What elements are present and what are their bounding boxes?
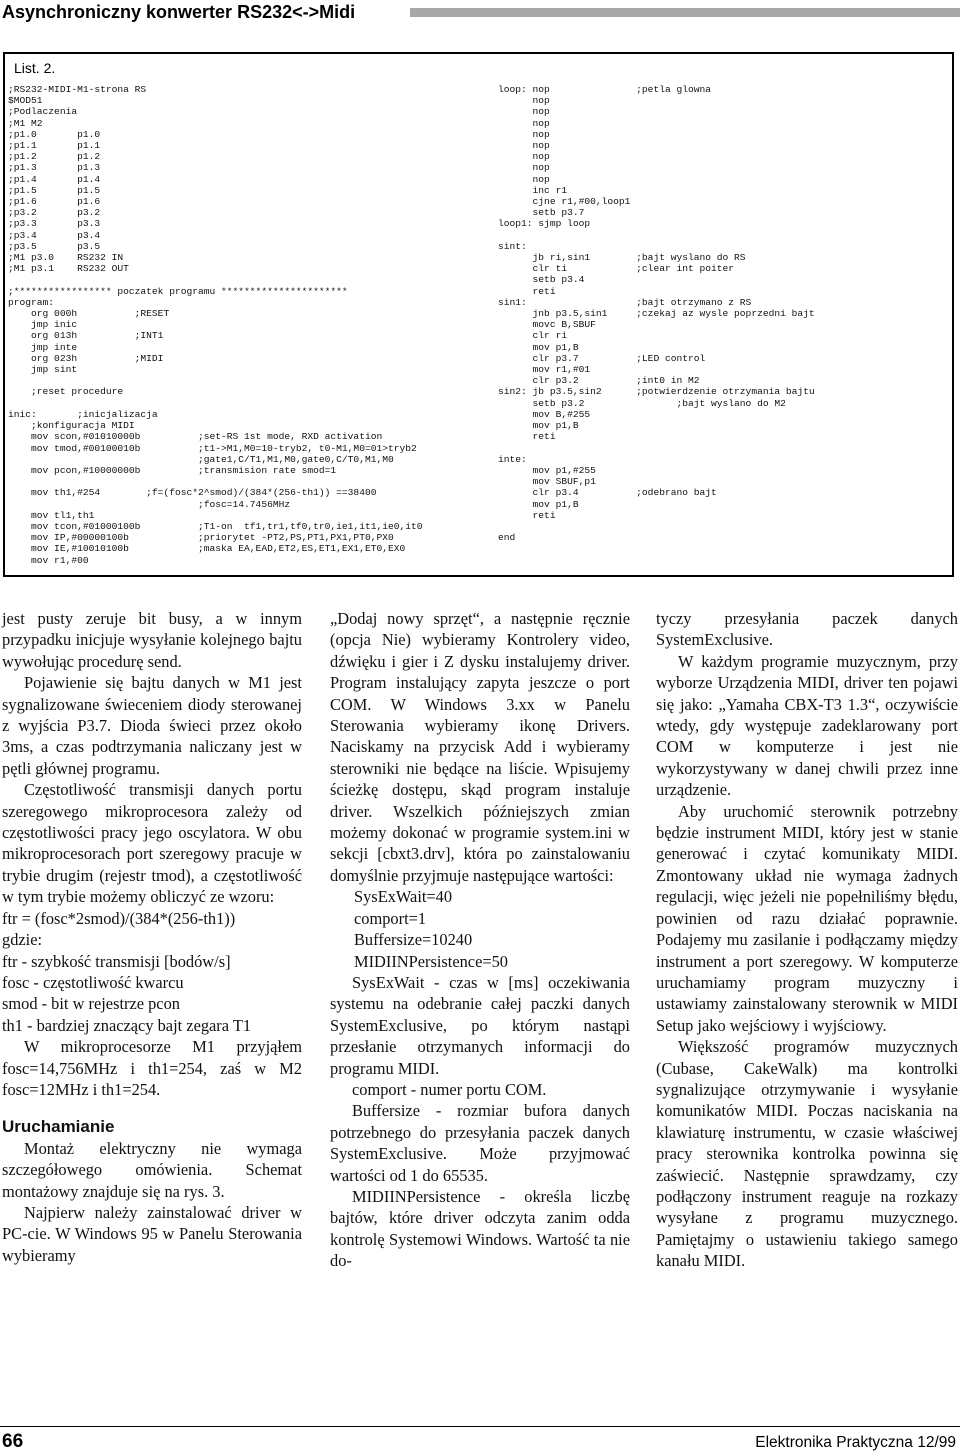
page-header (0, 0, 960, 26)
paragraph: Najpierw należy zainstalować driver w PC-cie. W Windows 95 w Panelu Sterowania wybieramy (2, 1202, 302, 1265)
paragraph: Buffersize - rozmiar bufora danych potrzebnego do przesyłania paczek danych SystemExclusive. Może przyjmować wartości od 1 do 65535. (330, 1101, 630, 1185)
paragraph: Częstotliwość transmisji danych portu szeregowego mikroprocesora zależy od częstotliwości pracy jego oscylatora. W obu mikroprocesorach port szeregowy pracuje w trybie drugim (rejestr tmod), a częstotliwość w tym trybie możemy obliczyć ze wzoru: (2, 780, 302, 907)
paragraph: „Dodaj nowy sprzęt“, a następnie ręcznie (opcja Nie) wybieramy Kontrolery video, dźwięku i gier i Z dysku instalujemy driver. Program instalujący zapyta jeszcze o port COM. W Windows 3.xx w Panelu Sterowania wybieramy ikonę Drivers. Naciskamy na przycisk Add i wybieramy sterowniki nie będące na liście. Wpisujemy ścieżkę dostępu, skąd program instaluje driver. Wszelkich późniejszych zmian możemy dokonać w programie system.ini w sekcji [cbxt3.drv], która po zainstalowaniu domyślnie przyjmuje następujące wartości: (330, 609, 630, 885)
header-title: Asynchroniczny konwerter RS232<->Midi (2, 2, 356, 22)
footer-divider (0, 1426, 960, 1427)
paragraph: SysExWait - czas w [ms] oczekiwania systemu na odebranie całej paczki danych SystemExclusive, po którym nastąpi przesłanie otrzymanych informacji do programu MIDI. (330, 972, 630, 1078)
formula: ftr = (fosc*2smod)/(384*(256-th1)) (2, 908, 236, 928)
formula-definition: ftr - szybkość transmisji [bodów/s] (2, 951, 231, 971)
text-column-1 (2, 608, 302, 1266)
formula-definition: th1 - bardziej znaczący bajt zegara T1 (2, 1015, 252, 1035)
paragraph: Aby uruchomić sterownik potrzebny będzie instrument MIDI, który jest w stanie generować i czytać komunikaty MIDI. Zmontowany układ nie wymaga żadnych regulacji, więc jeżeli nie popełniliśmy błędu, powinien od razu działać poprawnie. Podajemy mu zasilanie i podłączamy między instrument a port szeregowy. W komputerze uruchamiamy program muzyczny i ustawiamy zainstalowany sterownik w MIDI Setup jako wejściowy i wyjściowy. (656, 801, 958, 1035)
section-heading: Uruchamianie (2, 1117, 115, 1137)
text-column-3 (656, 608, 958, 1272)
paragraph: jest pusty zeruje bit busy, a w innym przypadku inicjuje wysyłanie kolejnego bajtu wywołując procedurę send. (2, 609, 302, 671)
paragraph: W każdym programie muzycznym, przy wyborze Urządzenia MIDI, driver ten pojawi się jako: „Yamaha CBX-T3 1.3“, oczywiście wtedy, gdy występuje zadeklarowany port COM w komputerze i jest nie wykorzystywany w danej chwili przez inne urządzenie. (656, 651, 958, 800)
config-value: Buffersize=10240 (354, 930, 473, 950)
listing-title: List. 2. (14, 60, 56, 76)
formula-where: gdzie: (2, 930, 43, 950)
paragraph: W mikroprocesorze M1 przyjąłem fosc=14,756MHz i th1=254, zaś w M2 fosc=12MHz i th1=254. (2, 1037, 302, 1099)
formula-definition: fosc - częstotliwość kwarcu (2, 972, 184, 992)
text-column-2 (330, 608, 630, 1272)
magazine-issue: Elektronika Praktyczna 12/99 (755, 1434, 956, 1451)
paragraph: tyczy przesyłania paczek danych SystemExclusive. (656, 609, 958, 650)
code-listing-box (3, 52, 954, 577)
code-listing-right: loop: nop ;petla glowna nop nop nop nop nop nop nop nop inc r1 cjne r1,#00,loop1 setb p3.7 loop1: sjmp loop sint: jb ri,sin1 ;bajt wyslano do RS clr ti ;clear int poiter setb p3.4 reti sin1: ;bajt otrzymano z RS jnb p3.5,sin1 ;czekaj az wysle poprzedni bajt movc B,SBUF clr ri mov p1,B clr p3.7 ;LED control mov r1,#01 clr p3.2 ;int0 in M2 sin2: jb p3.5,sin2 ;potwierdzenie otrzymania bajtu setb p3.2 ;bajt wyslano do M2 mov B,#255 mov p1,B reti inte: mov p1,#255 mov SBUF,p1 clr p3.4 ;odebrano bajt mov p1,B reti end (498, 84, 815, 544)
paragraph: Pojawienie się bajtu danych w M1 jest sygnalizowane świeceniem diody sterowanej z wyjścia P3.7. Dioda świeci przez około 3ms, a czas podtrzymania naliczany jest w pętli głównej programu. (2, 673, 302, 778)
config-value: SysExWait=40 (354, 887, 453, 907)
paragraph: Montaż elektryczny nie wymaga szczegółowego omówienia. Schemat montażowy znajduje się na rys. 3. (2, 1138, 302, 1201)
page-number: 66 (2, 1431, 24, 1452)
formula-definition: smod - bit w rejestrze pcon (2, 994, 180, 1014)
paragraph: Większość programów muzycznych (Cubase, CakeWalk) ma kontrolki sygnalizujące otrzymywanie i wysyłanie komunikatów MIDI. Poczas naciskania na klawiaturę instrumentu, w czasie właściwej pracy sterownika kontrolka powinna się zaświecić. Następnie sprawdzamy, czy podłączony instrument reaguje na rozkazy wysyłane z programu muzycznego. Pamiętajmy o ustawieniu takiego samego kanału MIDI. (656, 1037, 958, 1271)
paragraph: MIDIINPersistence - określa liczbę bajtów, które driver odczyta zanim odda kontrolę Systemowi Windows. Wartość ta nie do- (330, 1186, 630, 1271)
header-bar (410, 8, 960, 17)
config-value: MIDIINPersistence=50 (354, 951, 508, 971)
code-listing-left: ;RS232-MIDI-M1-strona RS $MOD51 ;Podlaczenia ;M1 M2 ;p1.0 p1.0 ;p1.1 p1.1 ;p1.2 p1.2 ;p1.3 p1.3 ;p1.4 p1.4 ;p1.5 p1.5 ;p1.6 p1.6 ;p3.2 p3.2 ;p3.3 p3.3 ;p3.4 p3.4 ;p3.5 p3.5 ;M1 p3.0 RS232 IN ;M1 p3.1 RS232 OUT ;***************** poczatek programu ********************** program: org 000h ;RESET jmp inic org 013h ;INT1 jmp inte org 023h ;MIDI jmp sint ;reset procedure inic: ;inicjalizacja ;konfiguracja MIDI mov scon,#01010000b ;set-RS 1st mode, RXD activation mov tmod,#00100010b ;t1->M1,M0=10-tryb2, t0-M1,M0=01>tryb2 ;gate1,C/T1,M1,M0,gate0,C/T0,M1,M0 mov pcon,#10000000b ;transmision rate smod=1 mov th1,#254 ;f=(fosc*2^smod)/(384*(256-th1)) ==38400 ;fosc=14.7456MHz mov tl1,th1 mov tcon,#01000100b ;T1-on tf1,tr1,tf0,tr0,ie1,it1,ie0,it0 mov IP,#00000100b ;priorytet -PT2,PS,PT1,PX1,PT0,PX0 mov IE,#10010100b ;maska EA,EAD,ET2,ES,ET1,EX1,ET0,EX0 mov r1,#00 (8, 84, 423, 566)
paragraph: comport - numer portu COM. (352, 1079, 547, 1099)
config-value: comport=1 (354, 908, 427, 928)
